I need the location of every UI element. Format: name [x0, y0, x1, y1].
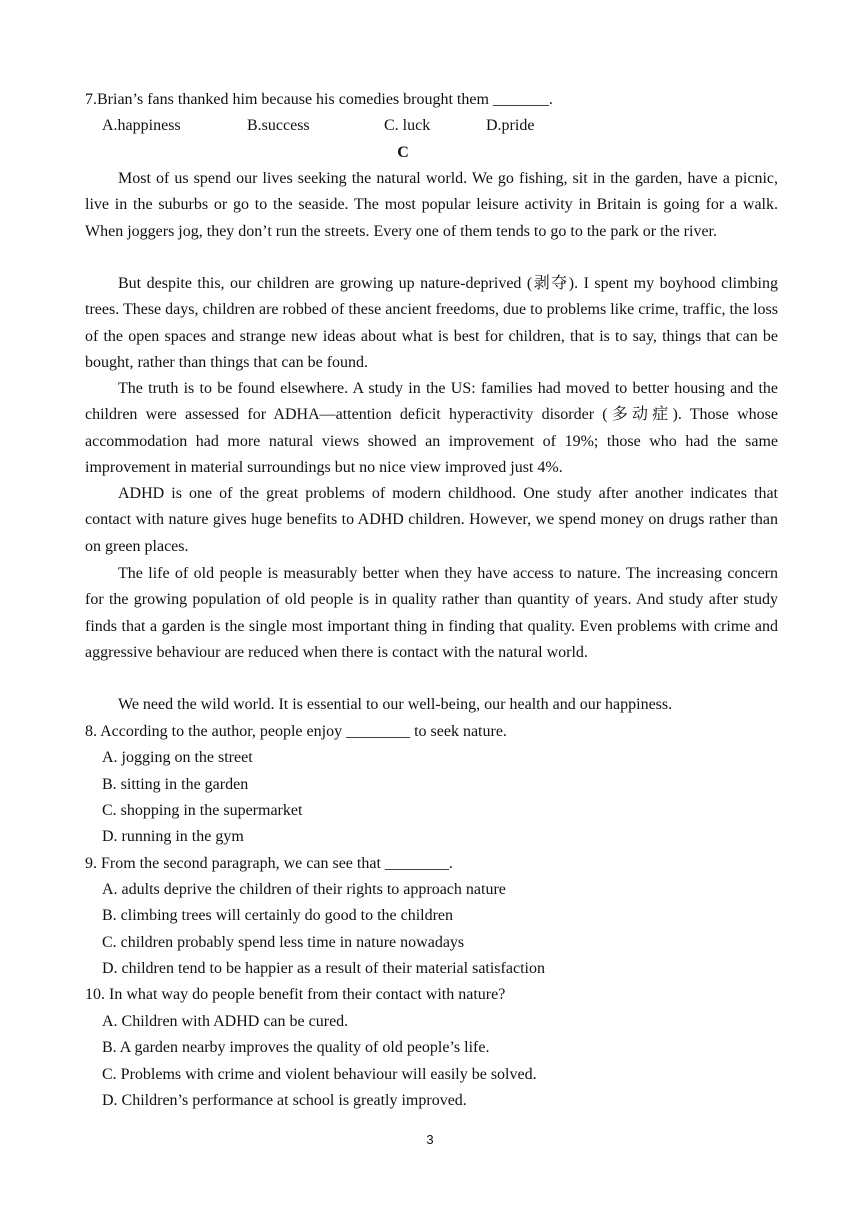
q10-option-d: D. Children’s performance at school is greatly improved. — [102, 1092, 467, 1109]
passage-paragraph-3: The truth is to be found elsewhere. A study in the US: families had moved to better housing and the children were assessed for ADHA—attention deficit hyperactivity disorder (多动症). Those whose accommodation had more natural views showed an improvement of 19%; those who had the same improvement in material surroundings but no nice view improved just 4%. — [85, 380, 778, 476]
passage-paragraph-5: The life of old people is measurably better when they have access to nature. The increasing concern for the growing population of old people is in quality rather than quantity of years. And study after study finds that a garden is the single most important thing in finding that quality. Even problems with crime and aggressive behaviour are reduced when there is contact with the natural world. — [85, 565, 778, 661]
question-9-stem: 9. From the second paragraph, we can see that ________. — [85, 855, 453, 872]
question-8-stem: 8. According to the author, people enjoy ________ to seek nature. — [85, 723, 507, 740]
passage-paragraph-4: ADHD is one of the great problems of modern childhood. One study after another indicates that contact with nature gives huge benefits to ADHD children. However, we spend money on drugs rather than on green places. — [85, 485, 778, 555]
q9-option-b: B. climbing trees will certainly do good to the children — [102, 907, 454, 924]
q9-option-d: D. children tend to be happier as a result of their material satisfaction — [102, 960, 545, 977]
page-number: 3 — [426, 1132, 434, 1147]
q7-option-b: B.success — [247, 117, 310, 134]
question-7-stem: 7.Brian’s fans thanked him because his comedies brought them _______. — [85, 91, 553, 108]
q7-option-a: A.happiness — [102, 117, 181, 134]
q10-option-a: A. Children with ADHD can be cured. — [102, 1013, 349, 1030]
q8-option-d: D. running in the gym — [102, 828, 244, 845]
passage-paragraph-6: We need the wild world. It is essential to our well-being, our health and our happiness. — [118, 696, 673, 713]
question-10-stem: 10. In what way do people benefit from their contact with nature? — [85, 986, 506, 1003]
passage-paragraph-2: But despite this, our children are growing up nature-deprived (剥夺). I spent my boyhood climbing trees. These days, children are robbed of these ancient freedoms, due to problems like crime, traffic, the loss of the open spaces and strange new ideas about what is best for children, that is to say, things that can be bought, rather than things that can be found. — [85, 275, 778, 371]
q8-option-a: A. jogging on the street — [102, 749, 253, 766]
q8-option-c: C. shopping in the supermarket — [102, 802, 303, 819]
q10-option-c: C. Problems with crime and violent behaviour will easily be solved. — [102, 1066, 537, 1083]
q10-option-b: B. A garden nearby improves the quality of old people’s life. — [102, 1039, 490, 1056]
passage-paragraph-1: Most of us spend our lives seeking the natural world. We go fishing, sit in the garden, have a picnic, live in the suburbs or go to the seaside. The most popular leisure activity in Britain is going for a walk. When joggers jog, they don’t run the streets. Every one of them tends to go to the park or the river. — [85, 170, 778, 240]
q7-option-d: D.pride — [486, 117, 535, 134]
q7-option-c: C. luck — [384, 117, 431, 134]
q8-option-b: B. sitting in the garden — [102, 776, 249, 793]
q9-option-c: C. children probably spend less time in nature nowadays — [102, 934, 465, 951]
q9-option-a: A. adults deprive the children of their rights to approach nature — [102, 881, 506, 898]
section-title: C — [397, 144, 409, 161]
